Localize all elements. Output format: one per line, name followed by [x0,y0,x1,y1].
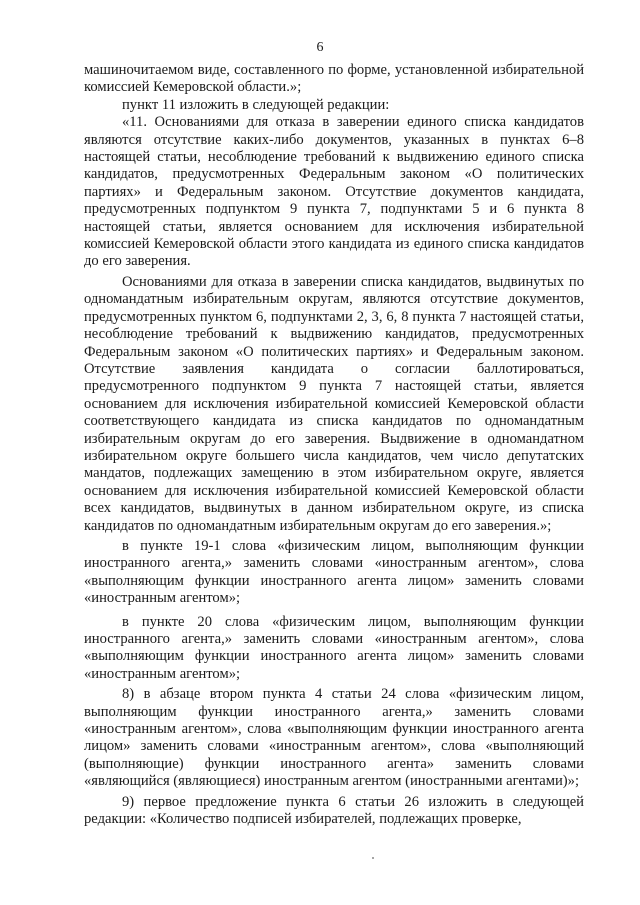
document-body [84,62,584,828]
paragraph-continuation: машиночитаемом виде, составленного по форме, установленной избирательной комиссией Кемеровской области.»; [84,62,584,96]
paragraph-item-11-text: «11. Основаниями для отказа в заверении единого списка кандидатов являются отсутствие каких-либо документов, указанных в пунктах 6–8 настоящей статьи, несоблюдение требований к выдвижению единого списка кандидатов, предусмотренных Федеральным законом «О политических партиях» и Федеральным законом. Отсутствие документов кандидата, предусмотренных подпунктом 9 пункта 7, подпунктами 5 и 6 пункта 8 настоящей статьи, является основанием для исключения избирательной комиссией Кемеровской области этого кандидата из единого списка кандидатов до его заверения. [84,114,584,270]
paragraph-item-19-1: в пункте 19-1 слова «физическим лицом, выполняющим функции иностранного агента,» заменить словами «иностранным агентом», слова «выполняющим функции иностранного агента лицом» заменить словами «иностранным агентом»; [84,537,584,607]
paragraph-item-20: в пункте 20 слова «физическим лицом, выполняющим функции иностранного агента,» заменить словами «иностранным агентом», слова «выполняющим функции иностранного агента лицом» заменить словами «иностранным агентом»; [84,613,584,682]
paragraph-item-11-intro: пункт 11 изложить в следующей редакции: [122,96,390,113]
paragraph-item-9: 9) первое предложение пункта 6 статьи 26 изложить в следующей редакции: «Количество подписей избирателей, подлежащих проверке, [84,793,584,828]
scan-speck [372,857,374,859]
paragraph-single-mandate: Основаниями для отказа в заверении списка кандидатов, выдвинутых по одномандатным избирательным округам, являются отсутствие документов, предусмотренных пунктом 6, подпунктами 2, 3, 6, 8 пункта 7 настоящей статьи, несоблюдение требований к выдвижению кандидатов, предусмотренных Федеральным законом «О политических партиях» и Федеральным законом. Отсутствие заявления кандидата о согласии баллотироваться, предусмотренного подпунктом 9 пункта 7 настоящей статьи, является основанием для исключения избирательной комиссией Кемеровской области соответствующего кандидата из списка кандидатов по одномандатным избирательным округам до его заверения. Выдвижение в одномандатном избирательном округе большего числа кандидатов, чем число депутатских мандатов, подлежащих замещению в этом избирательном округе, является основанием для исключения избирательной комиссией Кемеровской области всех кандидатов, выдвинутых в данном избирательном округе, из списка кандидатов по одномандатным избирательным округам до его заверения.»; [84,273,584,534]
page-number: 6 [316,40,324,55]
paragraph-item-8: 8) в абзаце втором пункта 4 статьи 24 слова «физическим лицом, выполняющим функции иностранного агента,» заменить словами «иностранным агентом», слова «выполняющим функции иностранного агента лицом» заменить словами «иностранным агентом», слова «выполняющий (выполняющие) функции иностранного агента» заменить словами «являющийся (являющиеся) иностранным агентом (иностранными агентами)»; [84,686,584,790]
